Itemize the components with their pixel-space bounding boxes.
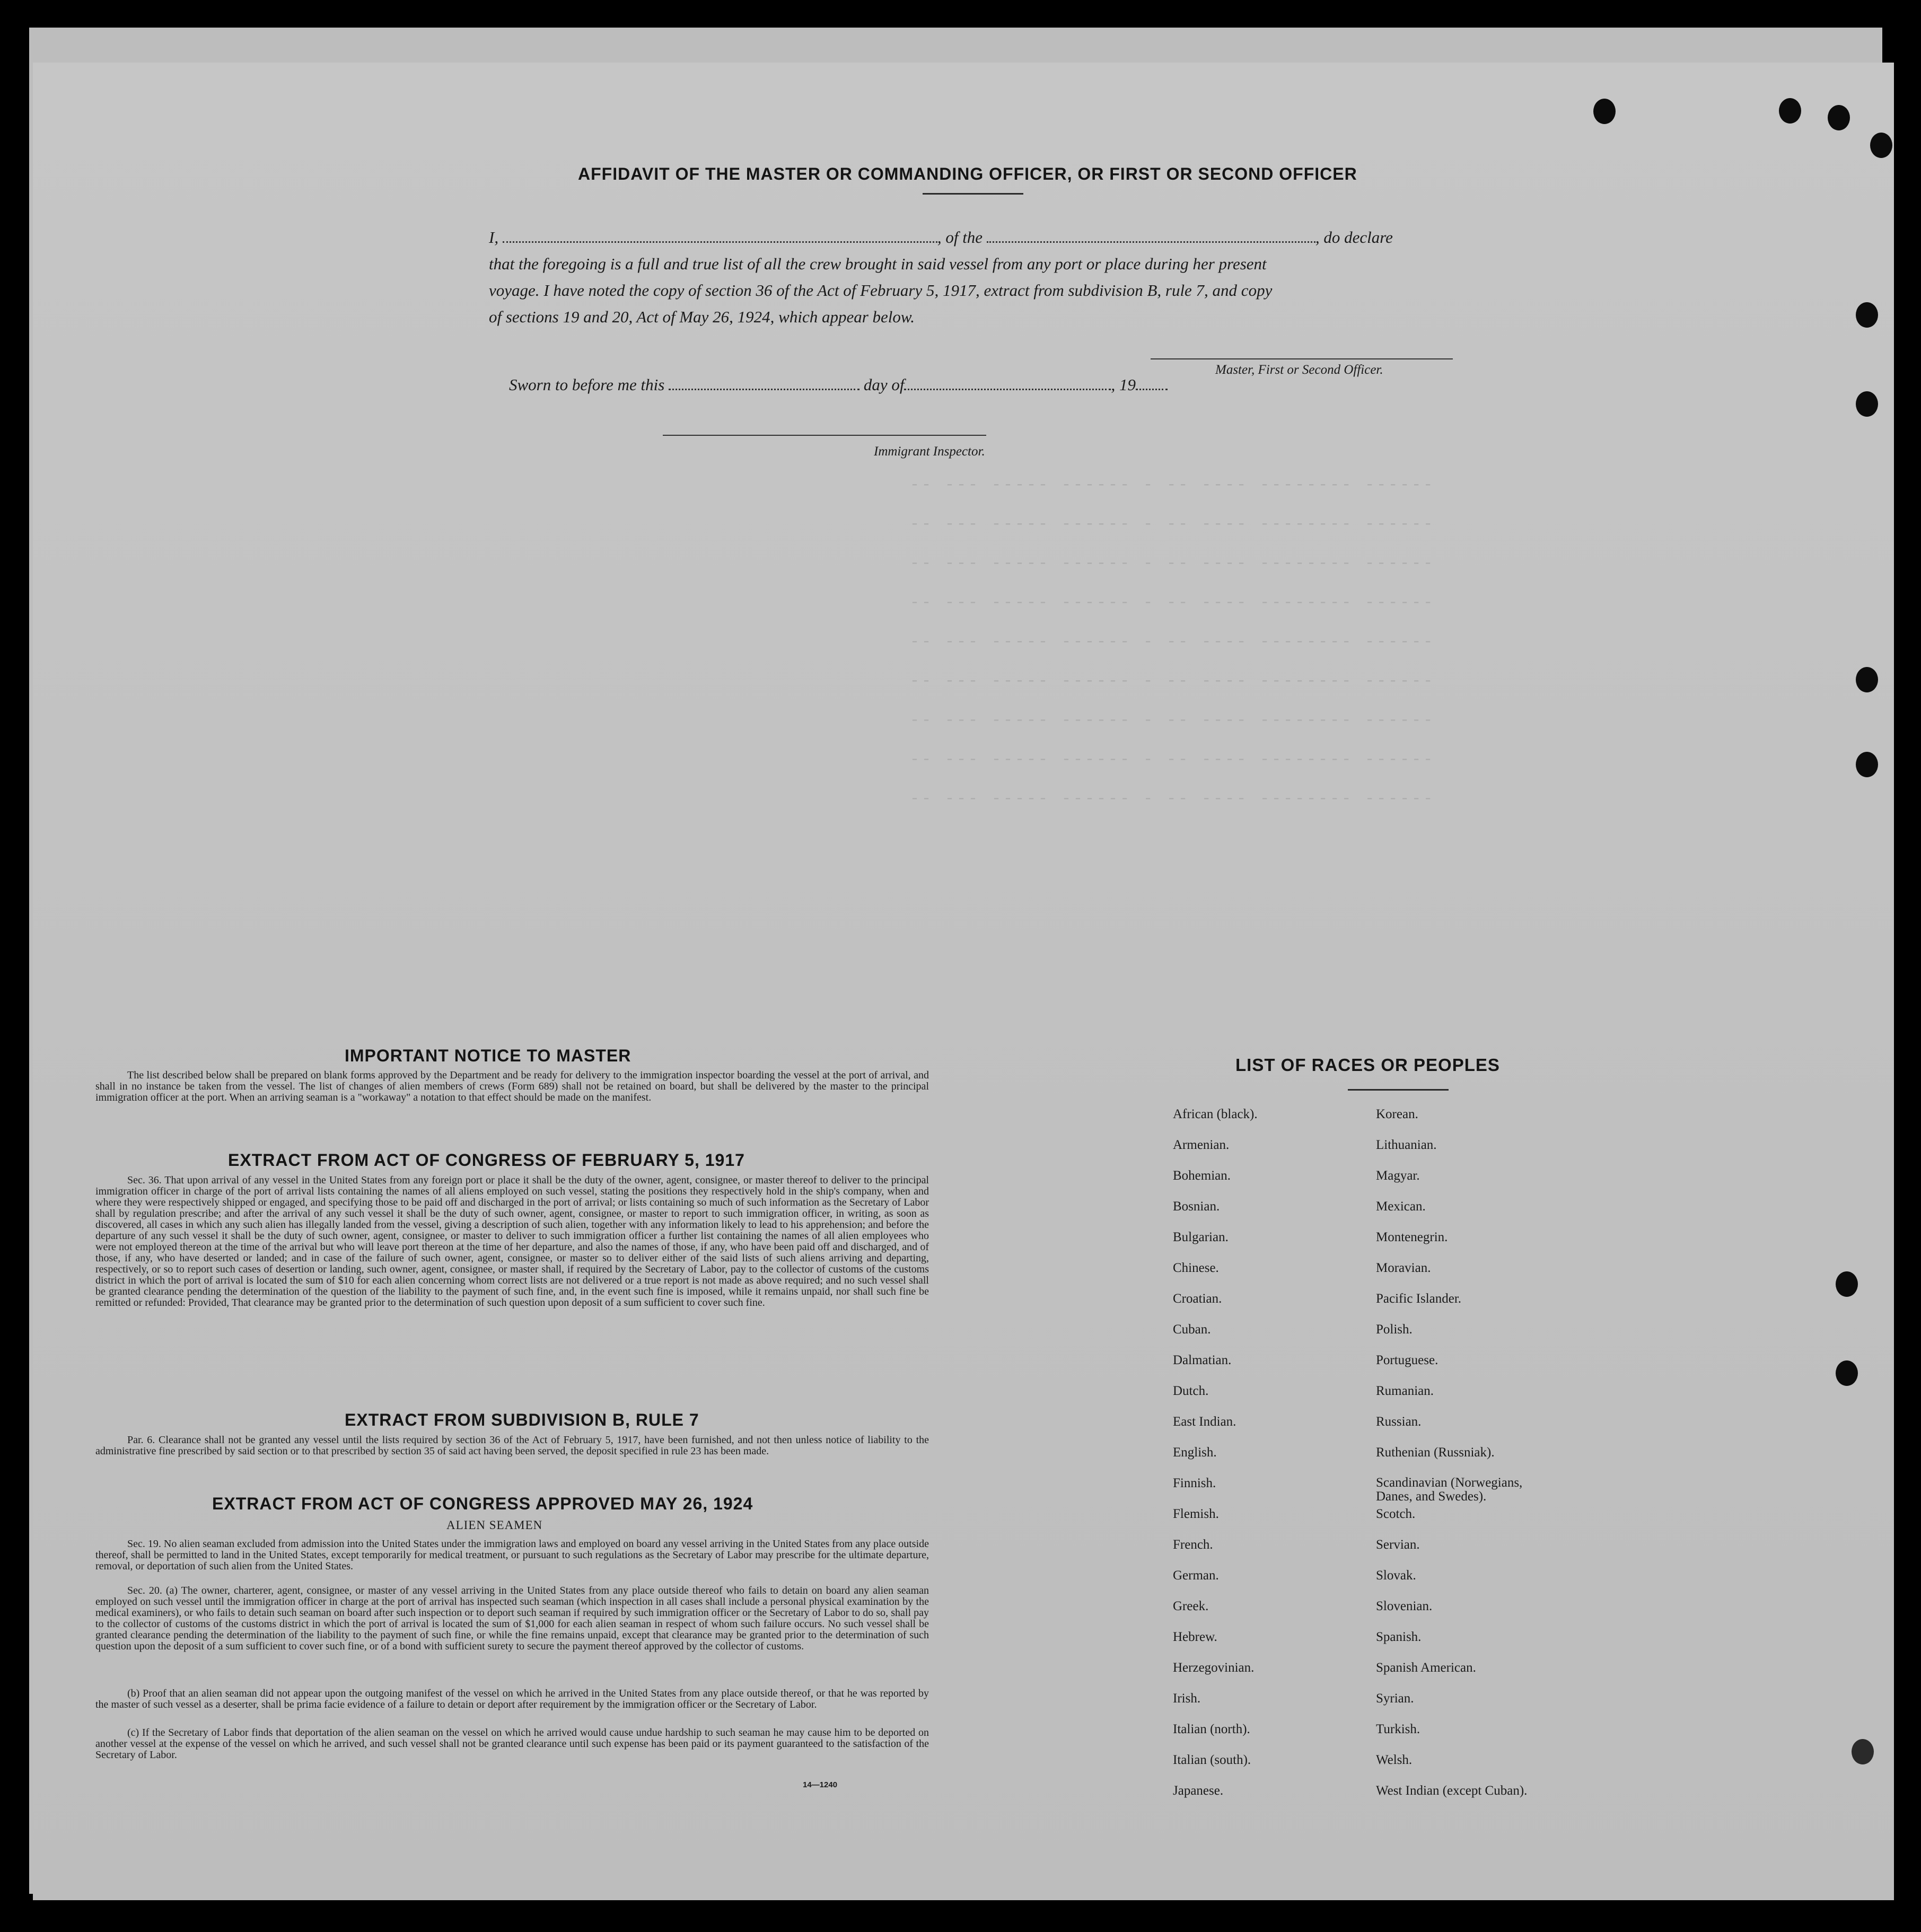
race-item: Dalmatian. bbox=[1173, 1353, 1232, 1367]
punch-hole bbox=[1856, 752, 1878, 777]
notice-text: The list described below shall be prepared on blank forms approved by the Department and be ready for delivery to the immigration inspector boarding the vessel at the port of arrival, and shall in no instance be taken from the vessel. The list of changes of alien members of crews (Form 689) shall not be retained on board, but shall be delivered by the master to the principal immigration officer at the port. When an arriving seaman is a "workaway" a notation to that effect should be made on the manifest. bbox=[95, 1069, 929, 1103]
affidavit-declare-label: , do declare bbox=[1315, 228, 1393, 247]
inspector-signature-line[interactable] bbox=[663, 435, 986, 436]
sworn-day-of-label: day of bbox=[863, 375, 905, 394]
sworn-line bbox=[509, 375, 1168, 394]
race-item: Dutch. bbox=[1173, 1384, 1209, 1398]
extract-1924-sec20b: (b) Proof that an alien seaman did not appear upon the outgoing manifest of the vessel on which he arrived in the United States from any place outside thereof, or that he was reported by the master of such vessel as a deserter, shall be prima facie evidence of a failure to detain or deport after requirement by the immigration officer or the Secretary of Labor. bbox=[95, 1688, 929, 1710]
extract-rule7-text: Par. 6. Clearance shall not be granted any vessel until the lists required by section 36 of the Act of February 5, 1917, have been furnished, and not then unless notice of liability to the administrative fine prescribed by said section or to that prescribed by section 35 of said act having been served, the deposit specified in rule 23 has been made. bbox=[95, 1434, 929, 1457]
race-item: Bosnian. bbox=[1173, 1199, 1220, 1214]
race-item: Croatian. bbox=[1173, 1292, 1222, 1306]
punch-hole bbox=[1856, 667, 1878, 692]
race-item: Syrian. bbox=[1376, 1691, 1414, 1706]
master-signature-line[interactable] bbox=[1151, 358, 1453, 359]
race-item: German. bbox=[1173, 1568, 1219, 1583]
master-signature-caption: Master, First or Second Officer. bbox=[1215, 363, 1383, 377]
race-item: Magyar. bbox=[1376, 1169, 1420, 1183]
race-item: Montenegrin. bbox=[1376, 1230, 1448, 1244]
race-item: Welsh. bbox=[1376, 1753, 1413, 1767]
form-number: 14—1240 bbox=[803, 1780, 838, 1789]
extract-1917-text: Sec. 36. That upon arrival of any vessel in the United States from any foreign port or place it shall be the duty of the owner, agent, consignee, or master thereof to deliver to the principal immigration officer in charge of the port of arrival lists containing the names of all aliens employed on such vessel, stating the positions they respectively hold in the ship's company, when and where they were respectively shipped or engaged, and specifying those to be paid off and discharged in the port of arrival; or lists containing so much of such information as the Secretary of Labor shall by regulation prescribe; and after the arrival of any such vessel it shall be the duty of such owner, agent, consignee, or master to report to such immigration officer, in writing, as soon as discovered, all cases in which any such alien has illegally landed from the vessel, giving a description of such alien, together with any information likely to lead to his apprehension; and before the departure of any such vessel it shall be the duty of such owner, agent, consignee, or master to deliver to such immigration officer a further list containing the names of all alien employees who were not employed thereon at the time of the arrival but who will leave port thereon at the time of her departure, and also the names of those, if any, who have been paid off and discharged, and of those, if any, who have deserted or landed; and in case of the failure of such owner, agent, consignee, or master so to deliver either of the said lists of such aliens arriving and departing, respectively, or so to report such cases of desertion or landing, such owner, agent, consignee, or master shall, if required by the Secretary of Labor, pay to the collector of customs of the customs district in which the port of arrival is located the sum of $10 for each alien concerning whom correct lists are not delivered or a true report is not made as above required; and no such vessel shall be granted clearance pending the determination of the question of the liability to the payment of such fine, and, in the event such fine is imposed, while it remains unpaid, nor shall such fine be remitted or refunded: Provided, That clearance may be granted prior to the determination of such question upon deposit of a sum sufficient to cover such fine. bbox=[95, 1174, 929, 1309]
affidavit-line-4: of sections 19 and 20, Act of May 26, 1924, which appear below. bbox=[489, 308, 915, 326]
sworn-year-field[interactable] bbox=[1136, 378, 1168, 390]
manifest-page bbox=[33, 63, 1894, 1900]
affidavit-i-label: I, bbox=[489, 228, 499, 247]
sworn-month-field[interactable] bbox=[904, 378, 1111, 390]
extract-1924-subtitle: ALIEN SEAMEN bbox=[446, 1518, 543, 1532]
affidavit-title: AFFIDAVIT OF THE MASTER OR COMMANDING OFFICER, OR FIRST OR SECOND OFFICER bbox=[578, 164, 1357, 183]
race-item: Spanish American. bbox=[1376, 1661, 1476, 1675]
sworn-prefix: Sworn to before me this bbox=[509, 375, 665, 394]
race-item: Ruthenian (Russniak). bbox=[1376, 1445, 1495, 1460]
extract-1917-title: EXTRACT FROM ACT OF CONGRESS OF FEBRUARY 5, 1917 bbox=[228, 1151, 745, 1170]
race-item: Herzegovinian. bbox=[1173, 1661, 1255, 1675]
race-item: Bulgarian. bbox=[1173, 1230, 1229, 1244]
notice-title: IMPORTANT NOTICE TO MASTER bbox=[345, 1046, 631, 1065]
affidavit-line-1 bbox=[489, 228, 1393, 247]
race-item: French. bbox=[1173, 1538, 1213, 1552]
extract-1924-title: EXTRACT FROM ACT OF CONGRESS APPROVED MAY 26, 1924 bbox=[212, 1494, 753, 1513]
race-item: Irish. bbox=[1173, 1691, 1201, 1706]
race-item: Korean. bbox=[1376, 1107, 1418, 1121]
race-item: Slovak. bbox=[1376, 1568, 1416, 1583]
race-item: Italian (south). bbox=[1173, 1753, 1251, 1767]
extract-1924-sec20a: Sec. 20. (a) The owner, charterer, agent, consignee, or master of any vessel arriving in the United States from any place outside thereof who fails to detain on board any alien seaman employed on such vessel until the immigration officer in charge at the port of arrival has inspected such seaman (which inspection in all cases shall include a personal physical examination by the medical examiners), or who fails to detain such seaman on board after such inspection or to deport such seaman if required by such immigration officer or the Secretary of Labor to do so, shall pay to the collector of customs of the customs district in which the port of arrival is located the sum of $1,000 for each alien seaman in respect of whom such failure occurs. No such vessel shall be granted clearance pending the determination of the liability to the payment of such fine, or while the fine remains unpaid, except that clearance may be granted prior to the determination of such question upon the deposit of a sum sufficient to cover such fine, or of a bond with sufficient surety to secure the payment thereof approved by the collector of customs. bbox=[95, 1585, 929, 1652]
race-item: Turkish. bbox=[1376, 1722, 1420, 1736]
affidavit-of-the-label: , of the bbox=[937, 228, 983, 247]
bleed-through-text: ------ -------- ---- -- - ------ ----- --- -- ------ -------- ---- -- - ------ ----- --- -- ------ -------- ---- -- - ------ ----- --- -- ------ -------- ---- -- - ------ ----- --- -- ------ -------- ---- -- - ------ ----- --- -- ------ -------- ---- -- - ------ ----- --- -- ------ -------- ---- -- - ------ ----- --- -- ------ -------- ---- -- - ------ ----- --- -- ------ -------- ---- -- - ------ ----- --- -- bbox=[908, 476, 1433, 808]
race-item: Scandinavian (Norwegians, Danes, and Swedes). bbox=[1376, 1476, 1523, 1504]
sworn-year-label: , 19 bbox=[1111, 375, 1136, 394]
race-item: Scotch. bbox=[1376, 1507, 1416, 1521]
race-item: Chinese. bbox=[1173, 1261, 1219, 1275]
race-item: Pacific Islander. bbox=[1376, 1292, 1462, 1306]
extract-1924-sec19: Sec. 19. No alien seaman excluded from admission into the United States under the immigration laws and employed on board any vessel arriving in the United States from any place outside thereof, shall be permitted to land in the United States, except temporarily for medical treatment, or pursuant to such regulations as the Secretary of Labor may prescribe for the ultimate departure, removal, or deportation of such alien from the United States. bbox=[95, 1538, 929, 1572]
affidavit-title-rule bbox=[923, 193, 1023, 195]
vessel-name-field[interactable] bbox=[987, 231, 1315, 243]
race-item: Servian. bbox=[1376, 1538, 1420, 1552]
punch-hole bbox=[1828, 105, 1850, 130]
race-item: Spanish. bbox=[1376, 1630, 1422, 1644]
race-item: Greek. bbox=[1173, 1599, 1209, 1613]
punch-hole bbox=[1856, 302, 1878, 328]
race-item: Italian (north). bbox=[1173, 1722, 1250, 1736]
race-item: Flemish. bbox=[1173, 1507, 1219, 1521]
punch-hole bbox=[1836, 1271, 1858, 1297]
races-column-1 bbox=[1173, 1107, 1258, 1814]
punch-hole bbox=[1836, 1360, 1858, 1386]
race-item: East Indian. bbox=[1173, 1415, 1236, 1429]
race-item: Slovenian. bbox=[1376, 1599, 1433, 1613]
sworn-day-field[interactable] bbox=[669, 378, 859, 390]
race-item: Armenian. bbox=[1173, 1138, 1230, 1152]
race-item: Polish. bbox=[1376, 1322, 1413, 1337]
race-item: African (black). bbox=[1173, 1107, 1258, 1121]
race-item: Lithuanian. bbox=[1376, 1138, 1437, 1152]
race-item: Moravian. bbox=[1376, 1261, 1431, 1275]
race-item: Rumanian. bbox=[1376, 1384, 1434, 1398]
extract-1924-sec20c: (c) If the Secretary of Labor finds that deportation of the alien seaman on the vessel on which he arrived would cause undue hardship to such seaman he may cause him to be deported on another vessel at the expense of the vessel on which he arrived, and such vessel shall not be granted clearance until such expense has been paid or its payment guaranteed to the satisfaction of the Secretary of Labor. bbox=[95, 1727, 929, 1761]
punch-hole bbox=[1852, 1739, 1874, 1764]
punch-hole bbox=[1779, 98, 1801, 124]
punch-hole bbox=[1593, 99, 1616, 124]
race-item: Hebrew. bbox=[1173, 1630, 1217, 1644]
race-item: Cuban. bbox=[1173, 1322, 1211, 1337]
race-item: Portuguese. bbox=[1376, 1353, 1438, 1367]
extract-rule7-title: EXTRACT FROM SUBDIVISION B, RULE 7 bbox=[345, 1410, 699, 1429]
race-item: Russian. bbox=[1376, 1415, 1422, 1429]
races-title: LIST OF RACES OR PEOPLES bbox=[1235, 1055, 1500, 1075]
race-item: Japanese. bbox=[1173, 1784, 1224, 1798]
races-column-2 bbox=[1376, 1107, 1556, 1814]
races-title-rule bbox=[1348, 1089, 1449, 1091]
inspector-caption: Immigrant Inspector. bbox=[874, 444, 985, 459]
race-item: Finnish. bbox=[1173, 1476, 1216, 1490]
race-item: English. bbox=[1173, 1445, 1217, 1460]
affidavit-line-2: that the foregoing is a full and true list of all the crew brought in said vessel from any port or place during her present bbox=[489, 254, 1267, 273]
race-item: West Indian (except Cuban). bbox=[1376, 1784, 1528, 1798]
master-name-field[interactable] bbox=[503, 231, 937, 243]
punch-hole bbox=[1870, 133, 1892, 158]
affidavit-line-3: voyage. I have noted the copy of section 36 of the Act of February 5, 1917, extract from subdivision B, rule 7, and copy bbox=[489, 281, 1273, 300]
race-item: Bohemian. bbox=[1173, 1169, 1231, 1183]
race-item: Mexican. bbox=[1376, 1199, 1426, 1214]
punch-hole bbox=[1856, 391, 1878, 417]
